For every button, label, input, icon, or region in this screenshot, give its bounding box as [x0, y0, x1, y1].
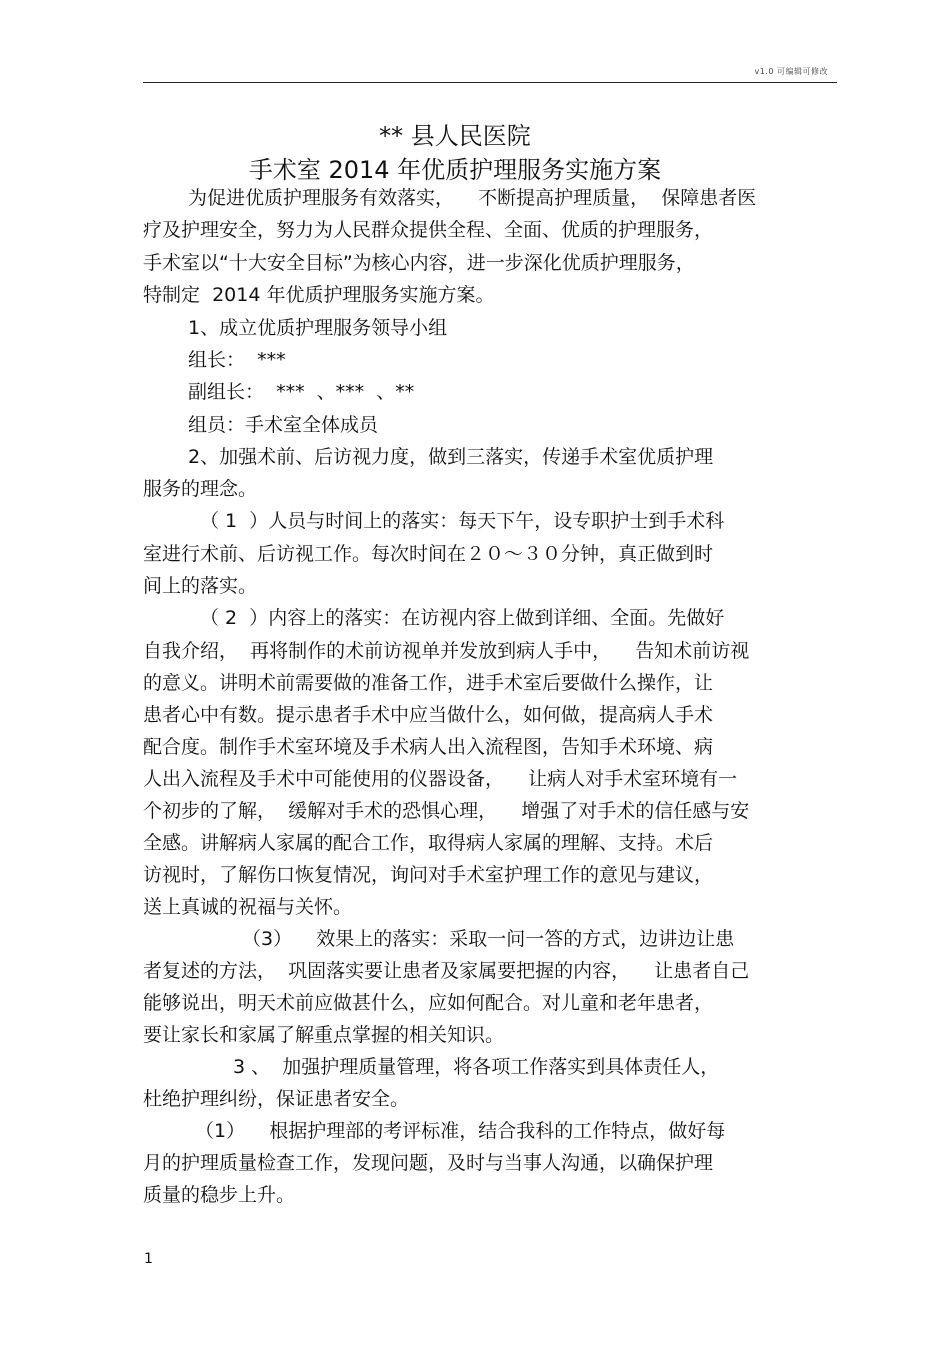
- body-line: （3） 效果上的落实：采取一问一答的方式，边讲边让患: [242, 928, 735, 950]
- body-line: 个初步的了解， 缓解对手术的恐惧心理， 增强了对手术的信任感与安: [143, 800, 750, 822]
- body-line: 患者心中有数。提示患者手术中应当做什么，如何做，提高病人手术: [143, 704, 714, 726]
- body-line: 送上真诚的祝福与关怀。: [143, 896, 353, 918]
- body-line: 组员：手术室全体成员: [188, 414, 379, 436]
- section-heading: 3 、 加强护理质量管理，将各项工作落实到具体责任人，: [233, 1056, 720, 1078]
- body-line: 质量的稳步上升。: [143, 1184, 296, 1206]
- body-line: 月的护理质量检查工作，发现问题，及时与当事人沟通，以确保护理: [143, 1152, 714, 1174]
- body-line: 访视时，了解伤口恢复情况，询问对手术室护理工作的意见与建议，: [143, 864, 714, 886]
- body-line: 服务的理念。: [143, 478, 258, 500]
- body-line: 的意义。讲明术前需要做的准备工作，进手术室后要做什么操作，让: [143, 672, 714, 694]
- body-line: 配合度。制作手术室环境及手术病人出入流程图，告知手术环境、病: [143, 736, 714, 758]
- body-line: 要让家长和家属了解重点掌握的相关知识。: [143, 1024, 505, 1046]
- body-line: 特制定 2014 年优质护理服务实施方案。: [143, 284, 495, 306]
- header-rule: [143, 82, 837, 83]
- section-heading: 1、成立优质护理服务领导小组: [188, 317, 448, 339]
- section-heading: 2、加强术前、后访视力度，做到三落实，传递手术室优质护理: [188, 446, 714, 468]
- header-version-text: v1.0 可编辑可修改: [754, 67, 828, 76]
- body-line: 为促进优质护理服务有效落实， 不断提高护理质量， 保障患者医: [188, 187, 757, 209]
- body-line: 间上的落实。: [143, 575, 258, 597]
- body-line: 手术室以“十大安全目标”为核心内容，进一步深化优质护理服务，: [143, 252, 695, 274]
- body-line: （ 1 ）人员与时间上的落实：每天下午，设专职护士到手术科: [200, 510, 725, 532]
- body-line: 副组长： *** 、*** 、**: [188, 381, 415, 403]
- body-line: 者复述的方法， 巩固落实要让患者及家属要把握的内容， 让患者自己: [143, 960, 750, 982]
- body-line: 疗及护理安全，努力为人民群众提供全程、全面、优质的护理服务，: [143, 219, 714, 241]
- body-line: 人出入流程及手术中可能使用的仪器设备， 让病人对手术室环境有一: [143, 768, 738, 790]
- body-line: 全感。讲解病人家属的配合工作，取得病人家属的理解、支持。术后: [143, 832, 714, 854]
- body-line: 室进行术前、后访视工作。每次时间在２０～３０分钟，真正做到时: [143, 543, 714, 565]
- document-title-hospital: ** 县人民医院: [379, 122, 531, 150]
- page-number: 1: [144, 1251, 153, 1267]
- body-line: 能够说出，明天术前应做甚什么，应如何配合。对儿童和老年患者，: [143, 992, 714, 1014]
- body-line: （1） 根据护理部的考评标准，结合我科的工作特点，做好每: [195, 1120, 726, 1142]
- body-line: （ 2 ）内容上的落实：在访视内容上做到详细、全面。先做好: [200, 607, 725, 629]
- body-line: 组长： ***: [188, 349, 286, 371]
- body-line: 杜绝护理纠纷，保证患者安全。: [143, 1088, 410, 1110]
- body-line: 自我介绍， 再将制作的术前访视单并发放到病人手中， 告知术前访视: [143, 640, 750, 662]
- document-title-plan: 手术室 2014 年优质护理服务实施方案: [248, 156, 662, 184]
